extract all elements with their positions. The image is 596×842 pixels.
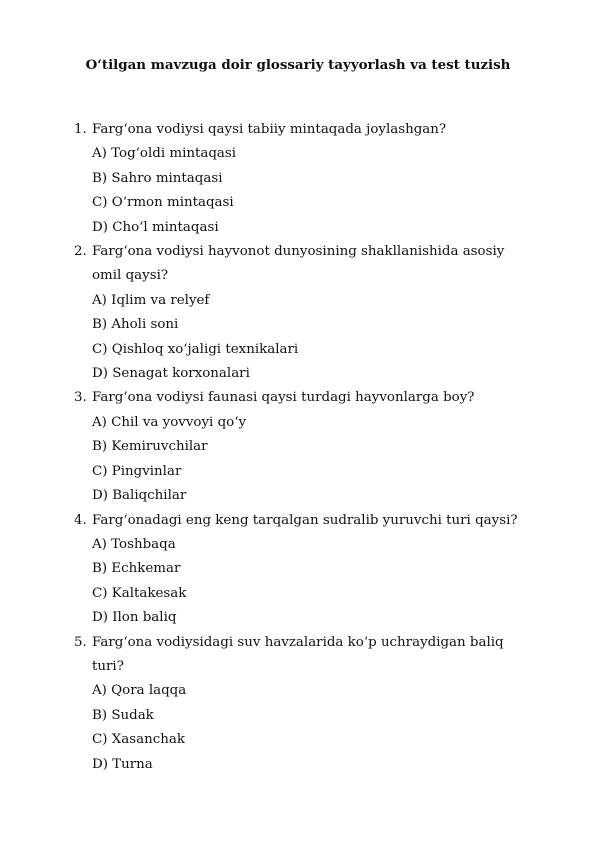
question-2-option-d: D) Senagat korxonalari	[92, 366, 250, 382]
question-1-option-b: B) Sahro mintaqasi	[92, 170, 223, 186]
question-2-number: 2.	[74, 244, 87, 260]
question-5-option-b: B) Sudak	[92, 707, 154, 723]
question-4-option-a: A) Toshbaqa	[92, 536, 176, 552]
document-title: O‘tilgan mavzuga doir glossariy tayyorlash va test tuzish	[85, 57, 511, 73]
question-4-number: 4.	[74, 512, 87, 528]
question-5-prompt-continuation: turi?	[92, 658, 124, 674]
question-1	[74, 118, 554, 240]
question-5-option-c: C) Xasanchak	[92, 732, 185, 748]
question-3	[74, 386, 554, 508]
question-2-prompt-continuation: omil qaysi?	[92, 268, 169, 284]
question-5-option-a: A) Qora laqqa	[92, 683, 187, 699]
question-1-number: 1.	[74, 122, 87, 137]
question-5	[74, 631, 554, 777]
question-3-prompt: Farg‘ona vodiysi faunasi qaysi turdagi hayvonlarga boy?	[92, 390, 475, 406]
question-1-text	[74, 118, 554, 142]
question-1-option-c: C) O‘rmon mintaqasi	[92, 195, 234, 211]
question-1-option-a: A) Tog‘oldi mintaqasi	[92, 146, 237, 162]
question-3-option-c: C) Pingvinlar	[92, 463, 182, 479]
question-3-number: 3.	[74, 390, 87, 406]
question-1-options	[74, 142, 554, 240]
question-4-prompt: Farg‘onadagi eng keng tarqalgan sudralib yuruvchi turi qaysi?	[92, 512, 518, 528]
question-4-options	[74, 533, 554, 631]
question-2-option-b: B) Aholi soni	[92, 317, 179, 333]
question-3-option-d: D) Baliqchilar	[92, 488, 187, 504]
question-2-text	[74, 240, 554, 264]
question-4-option-d: D) Ilon baliq	[92, 610, 177, 626]
question-3-option-b: B) Kemiruvchilar	[92, 439, 208, 455]
question-4-option-b: B) Echkemar	[92, 561, 181, 577]
question-2-options	[74, 289, 554, 387]
question-5-options	[74, 679, 554, 777]
question-list	[74, 118, 554, 777]
question-5-option-d: D) Turna	[92, 756, 153, 772]
question-5-number: 5.	[74, 634, 87, 650]
question-5-text	[74, 631, 554, 655]
question-1-prompt: Farg‘ona vodiysi qaysi tabiiy mintaqada joylashgan?	[92, 122, 447, 137]
question-2-prompt: Farg‘ona vodiysi hayvonot dunyosining shakllanishida asosiy	[92, 244, 505, 260]
question-3-text	[74, 386, 554, 410]
question-1-option-d: D) Cho‘l mintaqasi	[92, 219, 219, 235]
question-2	[74, 240, 554, 386]
question-2-option-a: A) Iqlim va relyef	[92, 292, 210, 308]
question-4	[74, 509, 554, 631]
question-3-options	[74, 411, 554, 509]
question-5-prompt: Farg‘ona vodiysidagi suv havzalarida ko‘p uchraydigan baliq	[92, 634, 504, 650]
question-4-text	[74, 509, 554, 533]
question-4-option-c: C) Kaltakesak	[92, 585, 187, 601]
question-2-option-c: C) Qishloq xo‘jaligi texnikalari	[92, 341, 299, 357]
question-3-option-a: A) Chil va yovvoyi qo‘y	[92, 414, 247, 430]
